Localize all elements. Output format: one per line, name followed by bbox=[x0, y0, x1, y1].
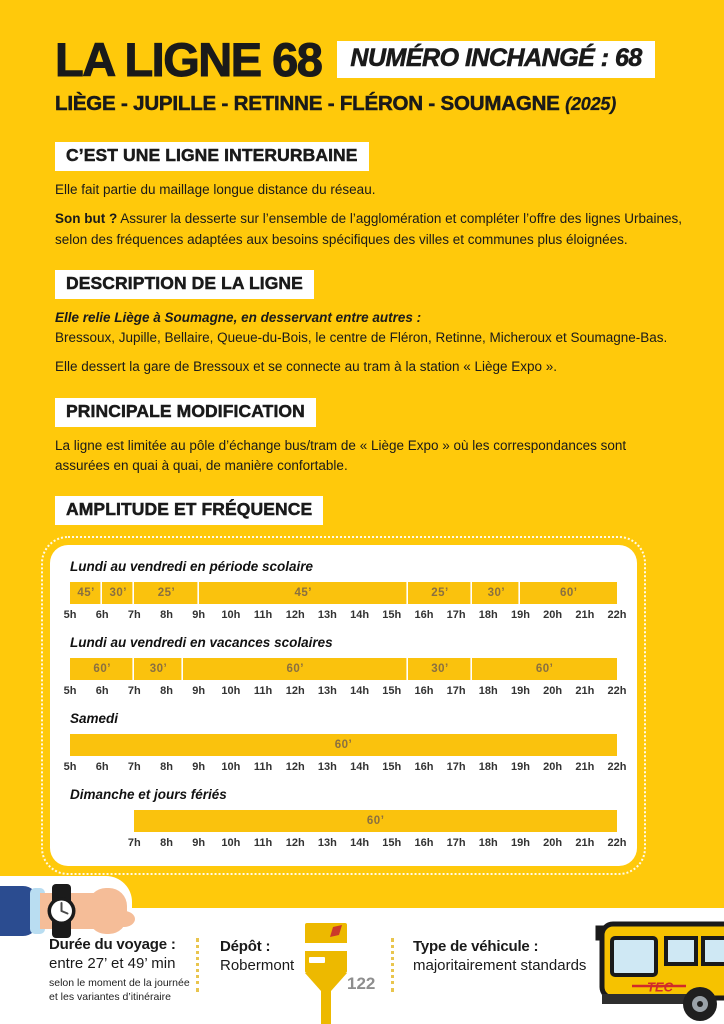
interurbaine-paragraph-1: Elle fait partie du maillage longue distance du réseau. bbox=[55, 182, 376, 197]
frequency-segment: 60’ bbox=[520, 582, 617, 604]
hour-tick: 14h bbox=[350, 837, 370, 849]
hour-tick: 20h bbox=[543, 837, 563, 849]
hour-tick: 14h bbox=[350, 761, 370, 773]
hour-tick: 5h bbox=[63, 685, 77, 697]
duration-note-line2: et les variantes d’itinéraire bbox=[49, 990, 171, 1003]
hour-tick: 21h bbox=[575, 685, 595, 697]
route-year: (2025) bbox=[565, 94, 616, 114]
hour-tick: 11h bbox=[253, 837, 273, 849]
hour-tick: 7h bbox=[127, 685, 141, 697]
frequency-segment: 60’ bbox=[183, 658, 408, 680]
page-number: 122 bbox=[347, 974, 376, 993]
frequency-segment: 30’ bbox=[134, 658, 182, 680]
hour-tick: 18h bbox=[478, 837, 498, 849]
hour-tick: 19h bbox=[510, 609, 530, 621]
hour-tick: 19h bbox=[510, 837, 530, 849]
title-row bbox=[55, 33, 690, 86]
hour-tick: 9h bbox=[192, 685, 206, 697]
hour-tick: 12h bbox=[285, 761, 305, 773]
frequency-tables bbox=[63, 559, 627, 850]
hour-tick: 8h bbox=[160, 609, 173, 621]
frequency-ticks bbox=[63, 761, 627, 774]
frequency-bar bbox=[70, 734, 617, 756]
frequency-segment: 30’ bbox=[408, 658, 472, 680]
frequency-bar bbox=[70, 810, 617, 832]
hour-tick: 19h bbox=[510, 761, 530, 773]
footer-divider-1 bbox=[196, 938, 199, 992]
hour-tick: 12h bbox=[285, 685, 305, 697]
frequency-segment: 60’ bbox=[70, 734, 617, 756]
hour-tick: 20h bbox=[543, 609, 563, 621]
frequency-table-label: Dimanche et jours fériés bbox=[70, 787, 227, 802]
description-paragraph-1-rest: Bressoux, Jupille, Bellaire, Queue-du-Bois, le centre de Fléron, Retinne, Micheroux et Soumagne-Bas. bbox=[55, 330, 668, 345]
hour-tick: 18h bbox=[478, 609, 498, 621]
duration-label: Durée du voyage : bbox=[49, 936, 176, 953]
interurbaine-paragraph-2-rest: Assurer la desserte sur l’ensemble de l’agglomération et compléter l’offre des lignes Urbaines, selon des fréquences adaptées aux besoins spécifiques des villes et communes plus éloignées. bbox=[55, 211, 683, 247]
hour-tick: 10h bbox=[221, 837, 241, 849]
interurbaine-paragraph-2-lead: Son but ? bbox=[55, 211, 118, 227]
hour-tick: 15h bbox=[382, 837, 402, 849]
hour-tick: 12h bbox=[285, 837, 305, 849]
hour-tick: 6h bbox=[95, 685, 109, 697]
frequency-segment: 45’ bbox=[199, 582, 408, 604]
interurbaine-paragraph-2 bbox=[55, 209, 690, 250]
hour-tick: 21h bbox=[575, 609, 595, 621]
hour-tick: 11h bbox=[253, 761, 273, 773]
hour-tick: 10h bbox=[221, 685, 241, 697]
frequency-ticks bbox=[63, 685, 627, 698]
hour-tick: 22h bbox=[607, 837, 627, 849]
frequency-ticks bbox=[70, 837, 627, 850]
vehicle-label: Type de véhicule : bbox=[413, 938, 539, 955]
footer-divider-2 bbox=[391, 938, 394, 992]
section-heading-modification: PRINCIPALE MODIFICATION bbox=[55, 398, 316, 427]
frequency-segment: 60’ bbox=[472, 658, 617, 680]
frequency-segment: 30’ bbox=[102, 582, 134, 604]
frequency-table bbox=[70, 787, 627, 850]
hour-tick: 13h bbox=[317, 685, 337, 697]
hour-tick: 14h bbox=[350, 685, 370, 697]
frequency-segment: 30’ bbox=[472, 582, 520, 604]
page-title: LA LIGNE 68 bbox=[55, 33, 322, 86]
hour-tick: 13h bbox=[317, 761, 337, 773]
hour-tick: 12h bbox=[285, 609, 305, 621]
frequency-table bbox=[63, 711, 627, 774]
frequency-table-label: Lundi au vendredi en vacances scolaires bbox=[70, 635, 333, 650]
hour-tick: 17h bbox=[446, 685, 466, 697]
hour-tick: 8h bbox=[160, 685, 173, 697]
tec-bus-icon bbox=[594, 916, 724, 1022]
section-heading-description: DESCRIPTION DE LA LIGNE bbox=[55, 270, 314, 299]
frequency-bar bbox=[70, 658, 617, 680]
hour-tick: 5h bbox=[63, 609, 77, 621]
hour-tick: 19h bbox=[510, 685, 530, 697]
route-line bbox=[55, 92, 690, 116]
hour-tick: 9h bbox=[192, 837, 206, 849]
description-paragraph-1-lead: Elle relie Liège à Soumagne, en desservant entre autres : bbox=[55, 309, 422, 325]
bus-stop-sign-icon bbox=[303, 921, 349, 1024]
hour-tick: 17h bbox=[446, 609, 466, 621]
section-heading-amplitude: AMPLITUDE ET FRÉQUENCE bbox=[55, 496, 323, 525]
modification-paragraph-1: La ligne est limitée au pôle d’échange bus/tram de « Liège Expo » où les correspondances sont assurées en quai à quai, de manière confortable. bbox=[55, 437, 627, 473]
hour-tick: 11h bbox=[253, 609, 273, 621]
hour-tick: 6h bbox=[95, 609, 109, 621]
hour-tick: 7h bbox=[127, 837, 141, 849]
hour-tick: 9h bbox=[192, 609, 206, 621]
hour-tick: 16h bbox=[414, 685, 434, 697]
duration-note-line1: selon le moment de la journée bbox=[49, 977, 190, 989]
hour-tick: 18h bbox=[478, 761, 498, 773]
wrist-watch-hand-icon bbox=[0, 878, 138, 942]
route-stops: LIÈGE - JUPILLE - RETINNE - FLÉRON - SOUMAGNE bbox=[55, 92, 560, 115]
frequency-segment: 25’ bbox=[134, 582, 198, 604]
frequency-table bbox=[63, 559, 627, 622]
frequency-segment: 25’ bbox=[408, 582, 472, 604]
frequency-table-label: Lundi au vendredi en période scolaire bbox=[70, 559, 314, 574]
hour-tick: 8h bbox=[160, 761, 173, 773]
hour-tick: 21h bbox=[575, 761, 595, 773]
frequency-bar bbox=[70, 582, 617, 604]
frequency-segment: 60’ bbox=[134, 810, 617, 832]
hour-tick: 20h bbox=[543, 685, 563, 697]
depot-block bbox=[220, 938, 294, 974]
hour-tick: 18h bbox=[478, 685, 498, 697]
frequency-segment: 45’ bbox=[70, 582, 102, 604]
depot-value: Robermont bbox=[220, 957, 295, 974]
hour-tick: 22h bbox=[607, 685, 627, 697]
amplitude-panel bbox=[50, 545, 637, 866]
description-paragraph-2: Elle dessert la gare de Bressoux et se connecte au tram à la station « Liège Expo ». bbox=[55, 359, 558, 375]
section-heading-interurbaine: C’EST UNE LIGNE INTERURBAINE bbox=[55, 142, 369, 171]
hour-tick: 8h bbox=[160, 837, 173, 849]
hour-tick: 17h bbox=[446, 761, 466, 773]
hour-tick: 15h bbox=[382, 609, 402, 621]
hour-tick: 5h bbox=[63, 761, 77, 773]
duration-block bbox=[49, 936, 190, 1005]
bus-logo-text: TEC bbox=[647, 979, 673, 995]
hour-tick: 20h bbox=[543, 761, 563, 773]
hour-tick: 16h bbox=[414, 609, 434, 621]
hour-tick: 15h bbox=[382, 685, 402, 697]
hour-tick: 13h bbox=[317, 837, 337, 849]
description-paragraph-1 bbox=[55, 308, 690, 349]
frequency-ticks bbox=[63, 609, 627, 622]
hour-tick: 14h bbox=[350, 609, 370, 621]
duration-note bbox=[49, 977, 190, 1005]
vehicle-block bbox=[413, 938, 586, 974]
hour-tick: 10h bbox=[221, 609, 241, 621]
hour-tick: 7h bbox=[127, 609, 141, 621]
hour-tick: 22h bbox=[607, 761, 627, 773]
frequency-table-label: Samedi bbox=[70, 711, 119, 726]
hour-tick: 9h bbox=[192, 761, 206, 773]
frequency-table bbox=[63, 635, 627, 698]
hour-tick: 7h bbox=[127, 761, 141, 773]
hour-tick: 21h bbox=[575, 837, 595, 849]
hour-tick: 10h bbox=[221, 761, 241, 773]
hour-tick: 16h bbox=[414, 761, 434, 773]
hour-tick: 11h bbox=[253, 685, 273, 697]
vehicle-value: majoritairement standards bbox=[413, 957, 587, 974]
hour-tick: 15h bbox=[382, 761, 402, 773]
hour-tick: 22h bbox=[607, 609, 627, 621]
unchanged-number-badge: NUMÉRO INCHANGÉ : 68 bbox=[337, 41, 654, 78]
hour-tick: 13h bbox=[317, 609, 337, 621]
depot-label: Dépôt : bbox=[220, 938, 271, 955]
duration-value: entre 27’ et 49’ min bbox=[49, 955, 176, 972]
hour-tick: 17h bbox=[446, 837, 466, 849]
frequency-segment: 60’ bbox=[70, 658, 134, 680]
hour-tick: 6h bbox=[95, 761, 109, 773]
hour-tick: 16h bbox=[414, 837, 434, 849]
page-content bbox=[55, 33, 690, 866]
